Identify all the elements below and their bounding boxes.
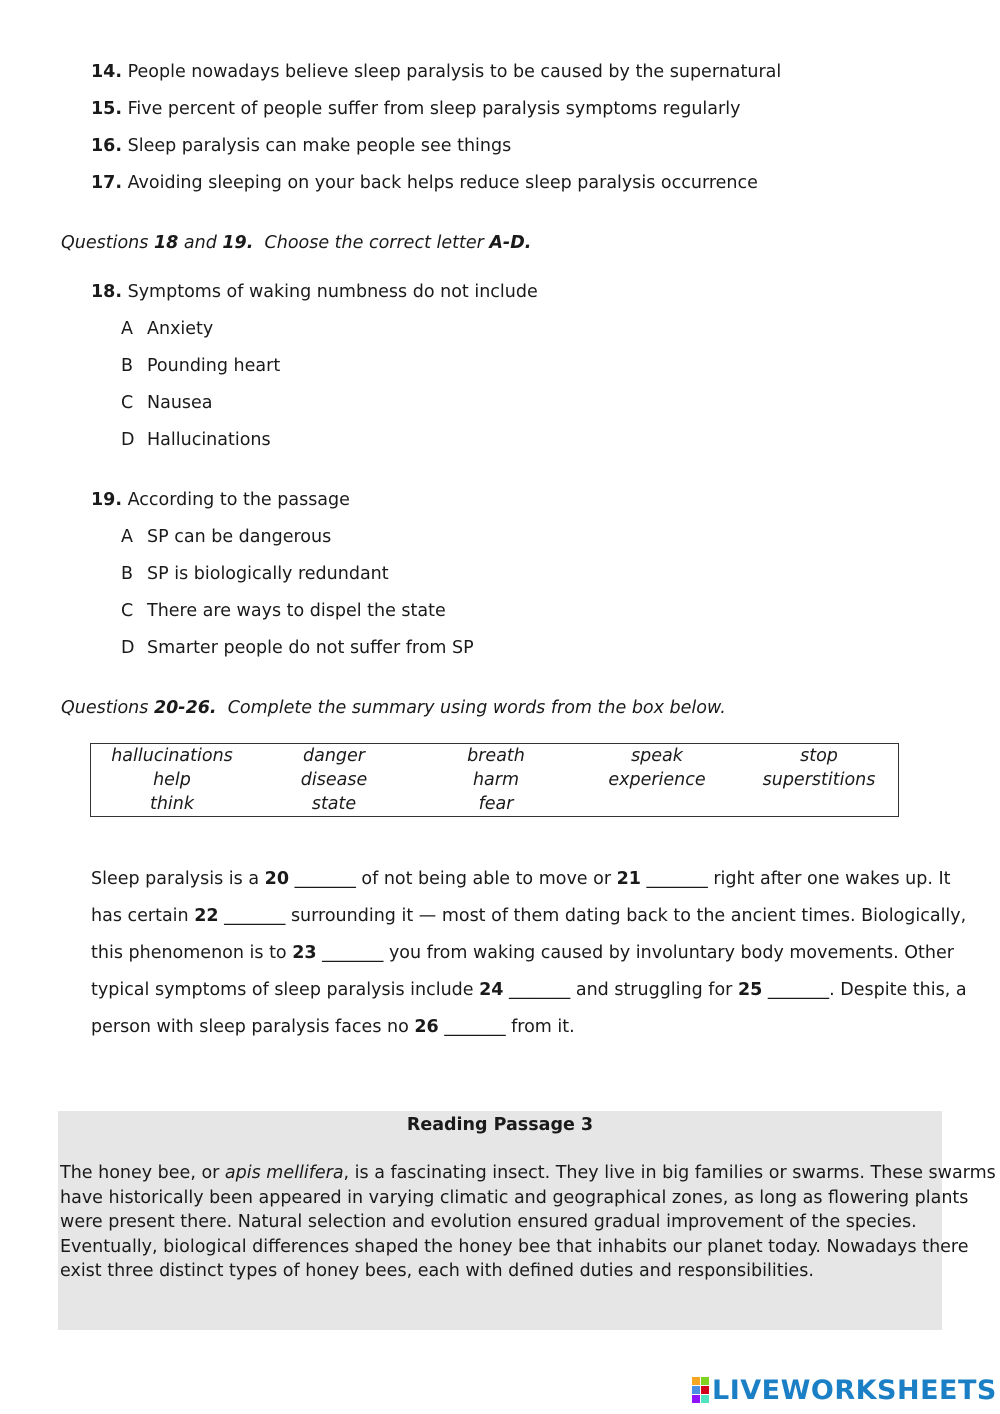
- question-number: 15.: [91, 99, 123, 119]
- question-text: Five percent of people suffer from sleep paralysis symptoms regularly: [127, 99, 741, 119]
- passage-title: Reading Passage 3: [406, 1115, 594, 1135]
- option-letter: A: [121, 319, 133, 339]
- word-option: help: [153, 770, 191, 790]
- gap-number: 22: [194, 906, 219, 926]
- word-option: superstitions: [762, 770, 876, 790]
- q18-option-c[interactable]: [121, 393, 213, 413]
- word-option: hallucinations: [111, 746, 233, 766]
- gap-26-blank[interactable]: _______: [444, 1017, 506, 1037]
- word-option: experience: [608, 770, 706, 790]
- summary-line: [91, 906, 966, 926]
- option-letter: B: [121, 564, 134, 584]
- option-letter: C: [121, 393, 134, 413]
- gap-24-blank[interactable]: _______: [509, 980, 571, 1000]
- option-text: Nausea: [147, 393, 213, 413]
- summary-text: and struggling for: [570, 980, 738, 1000]
- instruction-18-19: [61, 233, 531, 253]
- option-letter: B: [121, 356, 134, 376]
- passage-line: were present there. Natural selection and evolution ensured gradual improvement of the species.: [60, 1212, 917, 1233]
- gap-25-blank[interactable]: _______: [767, 980, 830, 1000]
- question-text: Symptoms of waking numbness do not include: [127, 282, 538, 302]
- word-option: danger: [303, 746, 365, 766]
- question-19: [91, 490, 350, 510]
- summary-text: of not being able to move or: [355, 869, 617, 889]
- question-number: 19.: [91, 490, 123, 510]
- summary-text: . Despite this, a: [829, 980, 967, 1000]
- option-text: SP can be dangerous: [147, 527, 332, 547]
- word-option: fear: [478, 794, 514, 814]
- question-14: [91, 62, 781, 82]
- passage-line: exist three distinct types of honey bees, each with defined duties and responsibilities.: [60, 1261, 814, 1282]
- option-letter: A: [121, 527, 133, 547]
- passage-fragment: The honey bee, or: [60, 1163, 225, 1183]
- question-text: According to the passage: [127, 490, 350, 510]
- question-number: 14.: [91, 62, 123, 82]
- gap-21-blank[interactable]: _______: [646, 869, 708, 889]
- summary-line: [91, 869, 950, 889]
- question-number: 17.: [91, 173, 123, 193]
- instruction-text: Complete the summary using words from the box below.: [216, 698, 726, 718]
- option-text: Anxiety: [147, 319, 214, 339]
- option-letter: D: [121, 638, 135, 658]
- passage-line: [60, 1161, 996, 1186]
- word-option: disease: [300, 770, 368, 790]
- summary-text: this phenomenon is to: [91, 943, 293, 963]
- summary-text: right after one wakes up. It: [707, 869, 951, 889]
- word-option: breath: [467, 746, 525, 766]
- question-text: Avoiding sleeping on your back helps reduce sleep paralysis occurrence: [127, 173, 758, 193]
- instruction-20-26: [61, 698, 726, 718]
- gap-number: 23: [292, 943, 317, 963]
- summary-text: typical symptoms of sleep paralysis include: [91, 980, 480, 1000]
- option-letter: D: [121, 430, 135, 450]
- instruction-number: 18: [153, 233, 179, 253]
- summary-text: surrounding it — most of them dating back to the ancient times. Biologically,: [285, 906, 967, 926]
- option-text: There are ways to dispel the state: [147, 601, 446, 621]
- word-box: [90, 743, 899, 817]
- instruction-text: Choose the correct letter: [253, 233, 490, 253]
- q19-option-d[interactable]: [121, 638, 474, 658]
- gap-20-blank[interactable]: _______: [294, 869, 356, 889]
- logo-icon: [692, 1377, 710, 1403]
- question-17: [91, 173, 758, 193]
- gap-22-blank[interactable]: _______: [224, 906, 286, 926]
- q19-option-c[interactable]: [121, 601, 446, 621]
- q18-option-d[interactable]: [121, 430, 271, 450]
- instruction-text: Questions: [61, 233, 154, 253]
- word-option: state: [311, 794, 357, 814]
- q19-option-a[interactable]: [121, 527, 331, 547]
- q19-option-b[interactable]: [121, 564, 389, 584]
- option-letter: C: [121, 601, 134, 621]
- option-text: Smarter people do not suffer from SP: [147, 638, 474, 658]
- question-text: Sleep paralysis can make people see things: [127, 136, 512, 156]
- question-16: [91, 136, 511, 156]
- question-18: [91, 282, 538, 302]
- passage-text: [60, 1161, 996, 1284]
- logo-text: LIVEWORKSHEETS: [712, 1374, 997, 1406]
- q18-option-a[interactable]: [121, 319, 213, 339]
- reading-passage-box: [58, 1111, 996, 1330]
- summary-text: person with sleep paralysis faces no: [91, 1017, 415, 1037]
- summary-text: you from waking caused by involuntary body movements. Other: [383, 943, 954, 963]
- summary-text: has certain: [91, 906, 195, 926]
- summary-text: from it.: [505, 1017, 575, 1037]
- word-option: harm: [472, 770, 520, 790]
- word-option: speak: [631, 746, 683, 766]
- species-name: apis mellifera: [224, 1163, 344, 1183]
- question-15: [91, 99, 740, 119]
- instruction-text: and: [178, 233, 223, 253]
- question-number: 16.: [91, 136, 123, 156]
- instruction-number: 20-26.: [153, 698, 217, 718]
- gap-number: 26: [414, 1017, 439, 1037]
- word-box-row: [91, 794, 898, 818]
- passage-fragment: , is a fascinating insect. They live in big families or swarms. These swarms: [343, 1163, 996, 1183]
- summary-line: [91, 943, 954, 963]
- option-text: Hallucinations: [147, 430, 271, 450]
- instruction-text: Questions: [61, 698, 154, 718]
- instruction-letters: A-D.: [489, 233, 532, 253]
- gap-number: 25: [737, 980, 763, 1000]
- passage-line: Eventually, biological differences shaped the honey bee that inhabits our planet today. Nowadays there: [60, 1236, 969, 1257]
- instruction-number: 19.: [222, 233, 254, 253]
- passage-line: have historically been appeared in varying climatic and geographical zones, as long as flowering plants: [60, 1187, 969, 1208]
- liveworksheets-logo[interactable]: [692, 1375, 997, 1405]
- option-text: Pounding heart: [147, 356, 281, 376]
- word-option: stop: [800, 746, 838, 766]
- summary-text: Sleep paralysis is a: [91, 869, 265, 889]
- gap-number: 21: [616, 869, 641, 889]
- summary-line: [91, 1017, 575, 1037]
- gap-number: 20: [264, 869, 289, 889]
- question-number: 18.: [91, 282, 123, 302]
- option-text: SP is biologically redundant: [147, 564, 389, 584]
- word-box-row: [91, 746, 898, 770]
- gap-number: 24: [479, 980, 504, 1000]
- word-option: think: [149, 794, 195, 814]
- q18-option-b[interactable]: [121, 356, 280, 376]
- gap-23-blank[interactable]: _______: [322, 943, 384, 963]
- word-box-row: [91, 770, 898, 794]
- summary-line: [91, 980, 967, 1000]
- question-text: People nowadays believe sleep paralysis to be caused by the supernatural: [127, 62, 782, 82]
